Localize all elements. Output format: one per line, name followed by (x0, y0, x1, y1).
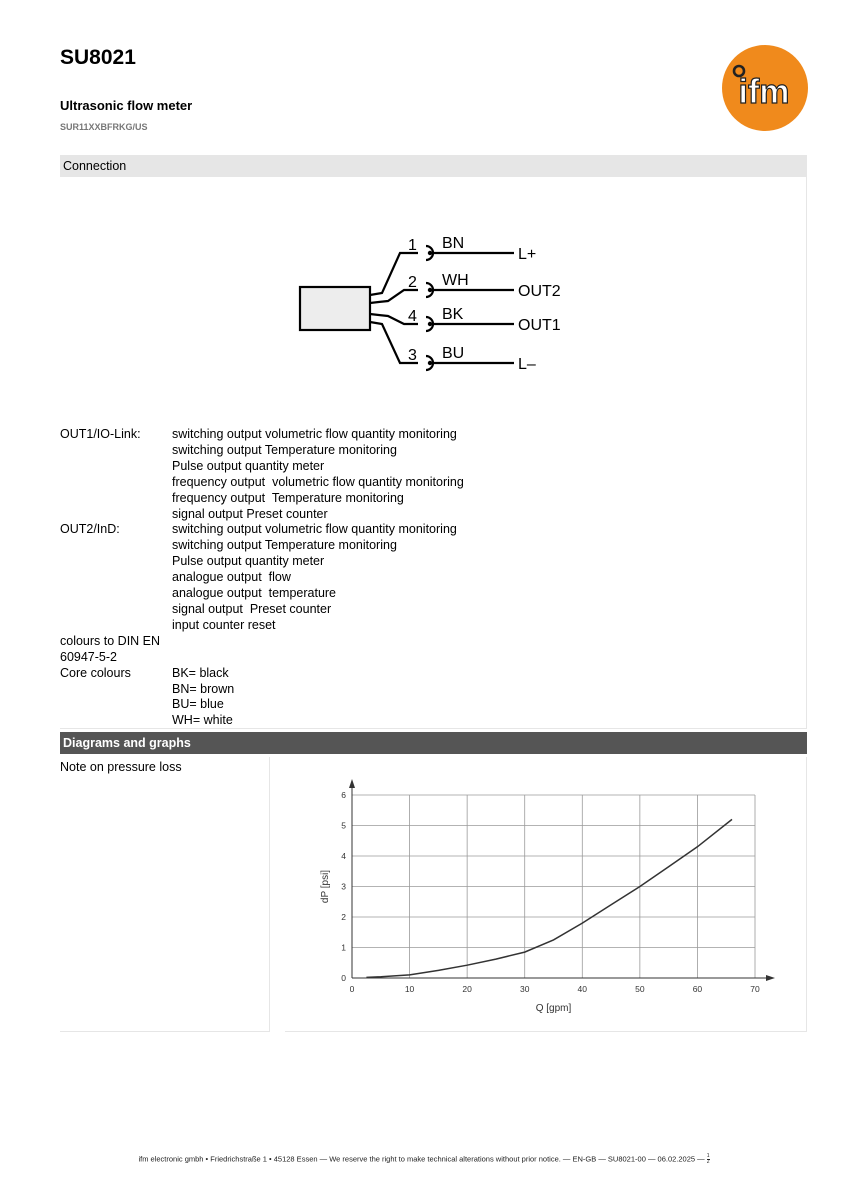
page-number: 1 (706, 1153, 710, 1159)
pressure-loss-curve (366, 819, 732, 977)
y-tick-label: 5 (341, 820, 346, 831)
x-tick-label: 10 (404, 984, 415, 994)
signal-name: L+ (518, 246, 537, 263)
y-tick-label: 3 (341, 881, 346, 892)
y-tick-label: 2 (341, 912, 346, 922)
colours-standard-line: colours to DIN EN (60, 633, 161, 648)
out2-function: input counter reset (172, 617, 276, 632)
out1-function: Pulse output quantity meter (172, 458, 325, 473)
out1-functions (172, 427, 464, 522)
out1-function: frequency output Temperature monitoring (172, 490, 404, 505)
sensor-body (300, 287, 370, 330)
connector-dot (428, 361, 432, 365)
article-number: SUR11XXBFRKG/US (60, 122, 148, 132)
x-tick-label: 50 (635, 984, 645, 994)
y-tick-label: 4 (341, 851, 346, 861)
logo-wordmark: ifm (738, 73, 790, 111)
signal-name: OUT1 (518, 317, 561, 334)
signal-name: L– (518, 356, 536, 373)
connector-dot (428, 251, 432, 255)
page-indicator (707, 1154, 710, 1165)
core-colour: BN= brown (172, 681, 235, 696)
core-colour: WH= white (172, 713, 233, 728)
out2-functions (172, 522, 464, 633)
x-axis-arrow (766, 975, 775, 981)
note-cell (60, 757, 270, 1032)
diagrams-section-title: Diagrams and graphs (60, 732, 807, 754)
out2-label: OUT2/InD: (60, 522, 120, 537)
wire-colour-code: WH (442, 272, 469, 289)
pin-number: 3 (408, 347, 417, 364)
out1-label: OUT1/IO-Link: (60, 427, 141, 441)
pin-number: 4 (408, 308, 417, 325)
out1-function: switching output Temperature monitoring (172, 442, 397, 457)
wire-colour-code: BU (442, 345, 465, 362)
wire-colour-code: BN (442, 235, 465, 252)
out1-function: switching output volumetric flow quantity monitoring (172, 427, 457, 441)
wire-2 (370, 290, 418, 303)
out1-function: signal output Preset counter (172, 506, 328, 521)
x-tick-label: 60 (692, 984, 703, 994)
page-total: 2 (706, 1159, 710, 1165)
x-tick-label: 0 (349, 984, 355, 994)
wire-colour-code: BK (442, 306, 464, 323)
out2-function: switching output volumetric flow quantity monitoring (172, 522, 457, 537)
core-colours-list (172, 666, 464, 730)
core-colour: BU= blue (172, 697, 224, 712)
pin-number: 1 (408, 237, 417, 254)
product-description: Ultrasonic flow meter (60, 98, 193, 113)
y-tick-label: 0 (341, 973, 346, 983)
y-tick-label: 1 (341, 942, 346, 953)
pin-assignment-table (60, 427, 464, 729)
x-tick-label: 20 (462, 984, 472, 994)
x-axis-label: Q [gpm] (535, 1003, 572, 1014)
connection-section-title: Connection (60, 155, 807, 177)
out2-function: signal output Preset counter (172, 601, 332, 616)
y-axis-arrow (349, 779, 355, 788)
x-tick-label: 30 (519, 984, 530, 994)
core-colours-label: Core colours (60, 665, 131, 680)
out1-function: frequency output volumetric flow quantity monitoring (172, 474, 464, 489)
x-tick-label: 70 (750, 984, 760, 994)
colours-standard-line: 60947-5-2 (60, 649, 117, 664)
product-code: SU8021 (60, 46, 136, 69)
pressure-loss-chart (300, 775, 790, 1020)
pressure-loss-note: Note on pressure loss (60, 760, 182, 774)
x-tick-label: 40 (577, 984, 588, 994)
out2-function: analogue output temperature (172, 586, 337, 601)
footer-text: ifm electronic gmbh • Friedrichstraße 1 • 45128 Essen — We reserve the right to make technical alterations without prior notice. — EN-GB — SU8021-00 — 06.02.2025 — (138, 1154, 705, 1164)
core-colour: BK= black (172, 665, 229, 680)
wiring-diagram (290, 225, 590, 385)
signal-name: OUT2 (518, 283, 561, 300)
ifm-logo (722, 45, 808, 131)
core-colours-row (60, 666, 464, 730)
connector-dot (428, 322, 432, 326)
connector-dot (428, 288, 432, 292)
footer (0, 1154, 848, 1165)
out2-function: analogue output flow (172, 570, 291, 585)
out2-function: Pulse output quantity meter (172, 554, 325, 569)
pin-number: 2 (408, 274, 417, 291)
out1-row (60, 427, 464, 522)
y-axis-label: dP [psi] (320, 869, 331, 904)
out2-function: switching output Temperature monitoring (172, 538, 397, 553)
colours-standard-row (60, 634, 464, 666)
y-tick-label: 6 (341, 790, 346, 800)
out2-row (60, 522, 464, 633)
